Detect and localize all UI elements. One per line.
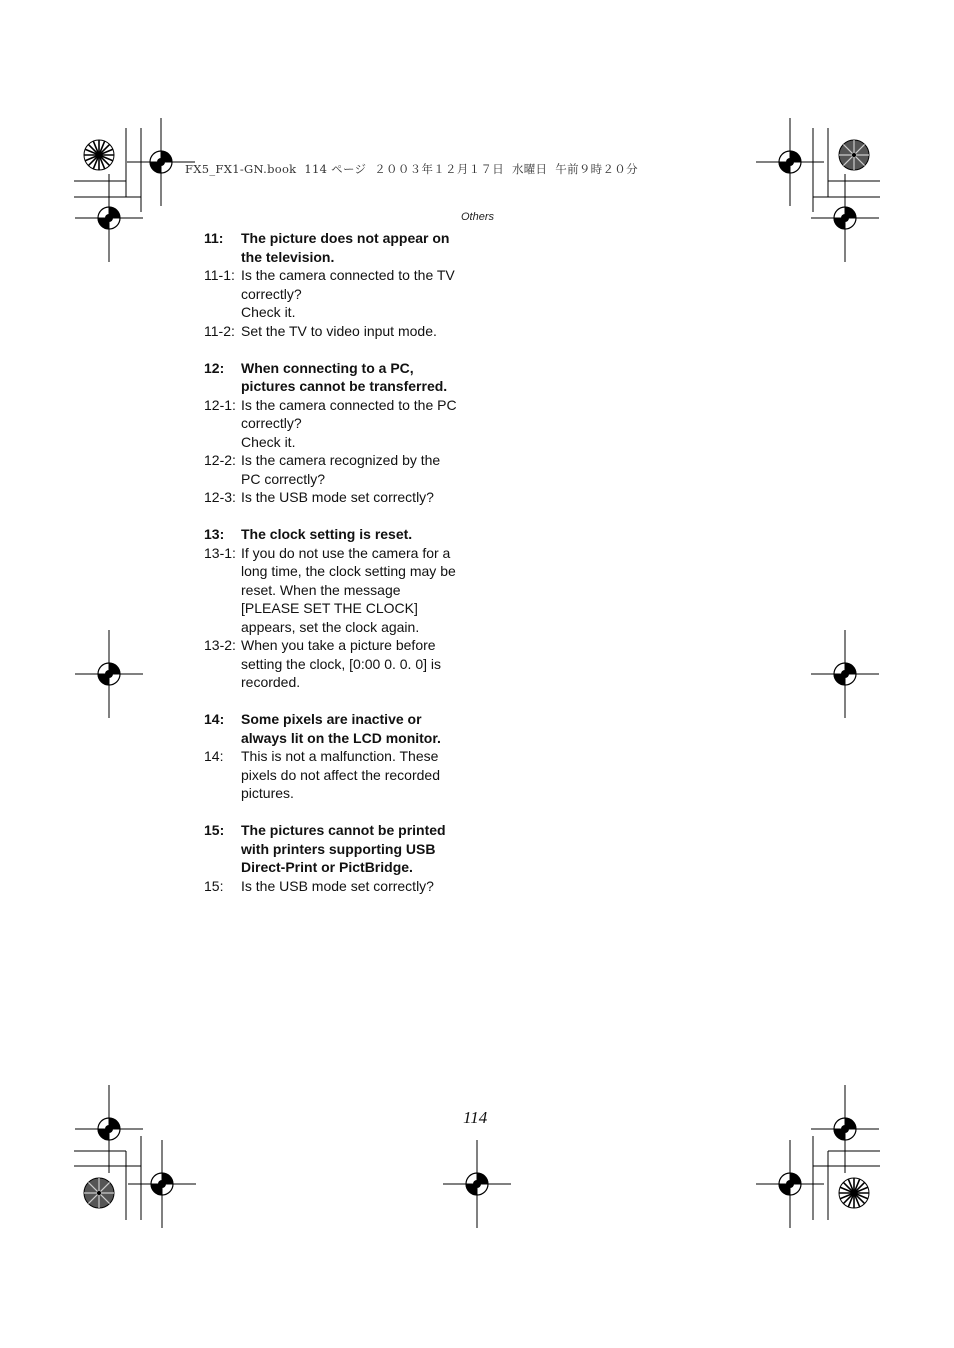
- answer-text: setting the clock, [0:00 0. 0. 0] is: [241, 655, 441, 672]
- answer-text: If you do not use the camera for a: [241, 544, 451, 561]
- answer-row: [204, 266, 479, 322]
- question-text: Some pixels are inactive or: [241, 711, 422, 727]
- answer-row: [204, 451, 479, 488]
- answer-text: This is not a malfunction. These: [241, 748, 439, 764]
- answer-text: correctly?: [241, 415, 302, 431]
- question-row: [204, 359, 479, 396]
- answer-text: Is the camera recognized by the: [241, 452, 441, 468]
- question-row: [204, 710, 479, 747]
- answer-text: reset. When the message: [241, 581, 401, 598]
- answer-text: PC correctly?: [241, 470, 326, 487]
- answer-text: Check it.: [241, 433, 296, 450]
- answer-text: long time, the clock setting may be: [241, 563, 456, 579]
- print-info-line: FX5_FX1-GN.book 114 ページ ２００３年１２月１７日 水曜日 午前９時２０分: [185, 162, 638, 176]
- answer-number: 12-1:: [204, 396, 236, 413]
- qa-item: [204, 525, 479, 692]
- answer-row: [204, 396, 479, 452]
- question-number: 14:: [204, 711, 225, 727]
- qa-item: [204, 710, 479, 803]
- question-text: always lit on the LCD monitor.: [241, 729, 441, 746]
- answer-text: When you take a picture before: [241, 637, 436, 653]
- question-row: [204, 821, 479, 877]
- page-number: 114: [463, 1108, 488, 1127]
- section-label: Others: [461, 211, 495, 223]
- question-text: When connecting to a PC,: [241, 359, 414, 376]
- question-row: [204, 229, 479, 266]
- question-number: 11:: [204, 230, 224, 246]
- answer-row: [204, 747, 479, 803]
- answer-number: 11-2:: [204, 322, 235, 339]
- answer-text: correctly?: [241, 285, 302, 302]
- answer-row: [204, 636, 479, 692]
- question-text: the television.: [241, 248, 335, 265]
- answer-number: 13-2:: [204, 637, 236, 653]
- answer-number: 13-1:: [204, 544, 236, 561]
- answer-text: Is the USB mode set correctly?: [241, 489, 434, 505]
- answer-text: Check it.: [241, 304, 296, 320]
- answer-row: [204, 877, 479, 896]
- answer-number: 12-3:: [204, 489, 236, 505]
- question-number: 15:: [204, 822, 225, 838]
- answer-text: recorded.: [241, 674, 301, 690]
- answer-text: [PLEASE SET THE CLOCK]: [241, 600, 418, 616]
- question-text: with printers supporting USB: [241, 840, 436, 857]
- question-text: Direct-Print or PictBridge.: [241, 859, 413, 875]
- answer-number: 15:: [204, 877, 224, 894]
- qa-item: [204, 359, 479, 507]
- answer-row: [204, 544, 479, 637]
- answer-number: 14:: [204, 748, 224, 764]
- question-number: 12:: [204, 359, 225, 376]
- question-text: The pictures cannot be printed: [241, 822, 446, 838]
- answer-row: [204, 488, 479, 507]
- answer-text: Is the camera connected to the PC: [241, 396, 457, 413]
- question-text: The clock setting is reset.: [241, 526, 413, 542]
- answer-text: pictures.: [241, 785, 294, 801]
- troubleshooting-list: [204, 229, 479, 914]
- answer-text: Is the USB mode set correctly?: [241, 877, 434, 894]
- question-text: pictures cannot be transferred.: [241, 378, 448, 394]
- question-row: [204, 525, 479, 544]
- qa-item: [204, 229, 479, 340]
- answer-text: Set the TV to video input mode.: [241, 322, 437, 339]
- answer-number: 12-2:: [204, 452, 236, 468]
- answer-number: 11-1:: [204, 267, 235, 283]
- answer-text: Is the camera connected to the TV: [241, 267, 455, 283]
- answer-text: appears, set the clock again.: [241, 618, 420, 635]
- answer-row: [204, 322, 479, 341]
- question-text: The picture does not appear on: [241, 230, 450, 246]
- question-number: 13:: [204, 526, 225, 542]
- answer-text: pixels do not affect the recorded: [241, 766, 440, 783]
- qa-item: [204, 821, 479, 895]
